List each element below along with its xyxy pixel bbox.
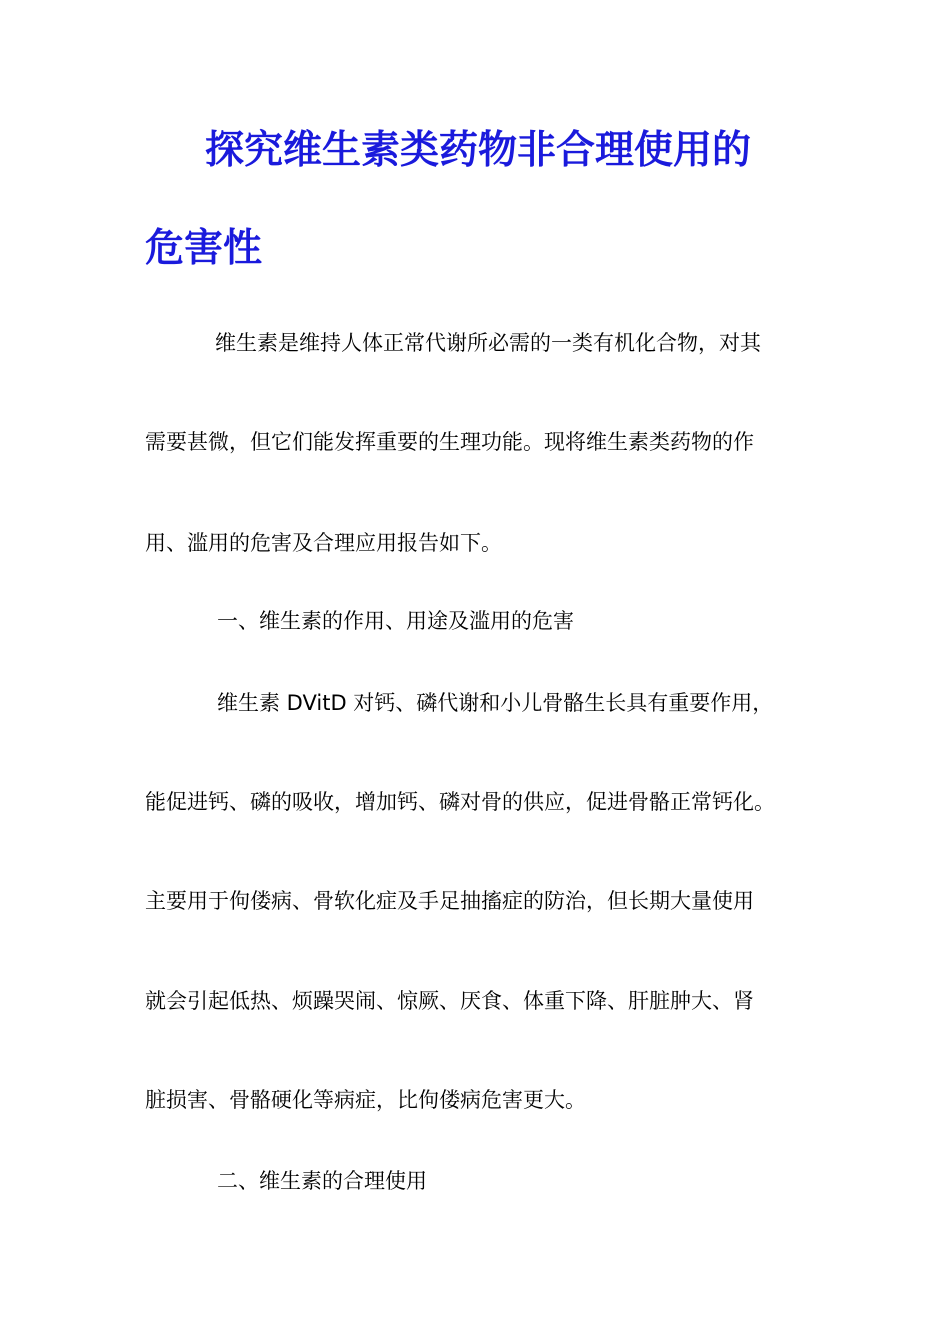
document-title-line-1: 探究维生素类药物非合理使用的: [205, 128, 752, 173]
paragraph-2-line-2: 能促进钙、磷的吸收，增加钙、磷对骨的供应，促进骨骼正常钙化。: [145, 790, 775, 814]
section-heading-1: 一、维生素的作用、用途及滥用的危害: [217, 609, 574, 633]
section-heading-2: 二、维生素的合理使用: [217, 1169, 427, 1193]
paragraph-2-line-3: 主要用于佝偻病、骨软化症及手足抽搐症的防治，但长期大量使用: [145, 889, 754, 913]
paragraph-2-line-4: 就会引起低热、烦躁哭闹、惊厥、厌食、体重下降、肝脏肿大、肾: [145, 989, 754, 1013]
paragraph-2-line-5: 脏损害、骨骼硬化等病症，比佝偻病危害更大。: [145, 1088, 586, 1112]
paragraph-1-line-2: 需要甚微，但它们能发挥重要的生理功能。现将维生素类药物的作: [145, 430, 754, 454]
paragraph-1-line-1: 维生素是维持人体正常代谢所必需的一类有机化合物，对其: [215, 331, 761, 355]
paragraph-2-line-1: 维生素 DVitD 对钙、磷代谢和小儿骨骼生长具有重要作用，: [217, 691, 774, 715]
paragraph-1-line-3: 用、滥用的危害及合理应用报告如下。: [145, 531, 502, 555]
document-title-line-2: 危害性: [145, 226, 263, 271]
